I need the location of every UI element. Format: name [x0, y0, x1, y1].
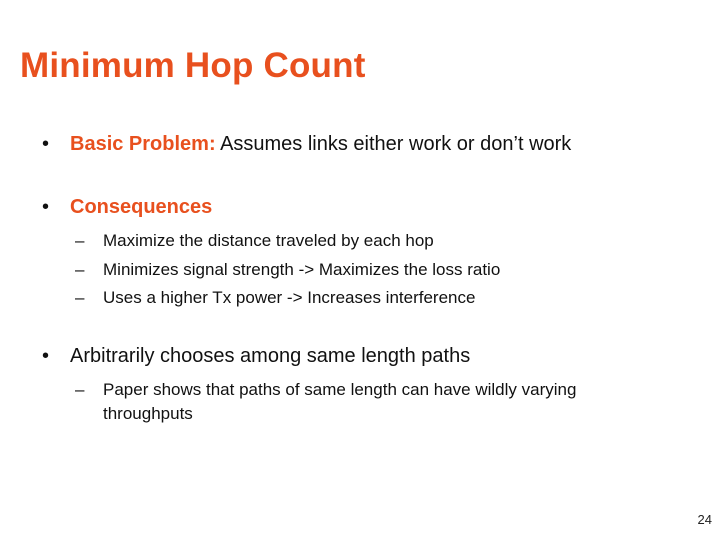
bullet-marker: •	[42, 196, 50, 218]
bullet-text: Arbitrarily chooses among same length paths	[70, 345, 471, 367]
sub-marker: –	[75, 288, 85, 307]
sub-marker: –	[75, 231, 85, 250]
sub-text-line1: Paper shows that paths of same length can have wildly varying	[103, 380, 577, 399]
sub-marker: –	[75, 380, 85, 399]
slide-title: Minimum Hop Count	[20, 46, 366, 85]
sub-item	[75, 378, 576, 426]
sub-item	[75, 258, 500, 282]
bullet-marker: •	[42, 345, 50, 367]
page-number: 24	[697, 512, 712, 527]
sub-text: Maximize the distance traveled by each hop	[103, 231, 434, 250]
bullet-marker: •	[42, 133, 50, 155]
bullet-highlight: Consequences	[70, 196, 213, 218]
sub-text: Minimizes signal strength -> Maximizes the loss ratio	[103, 260, 501, 279]
sub-text-line2: throughputs	[103, 404, 193, 423]
bullet-consequences	[42, 196, 212, 219]
sub-marker: –	[75, 260, 85, 279]
sub-item	[75, 229, 434, 253]
bullet-arbitrarily	[42, 345, 470, 368]
bullet-highlight: Basic Problem:	[70, 133, 216, 155]
sub-item	[75, 286, 475, 310]
bullet-basic-problem	[42, 133, 571, 156]
bullet-text: Assumes links either work or don’t work	[215, 133, 572, 155]
sub-text: Uses a higher Tx power -> Increases interference	[103, 288, 476, 307]
